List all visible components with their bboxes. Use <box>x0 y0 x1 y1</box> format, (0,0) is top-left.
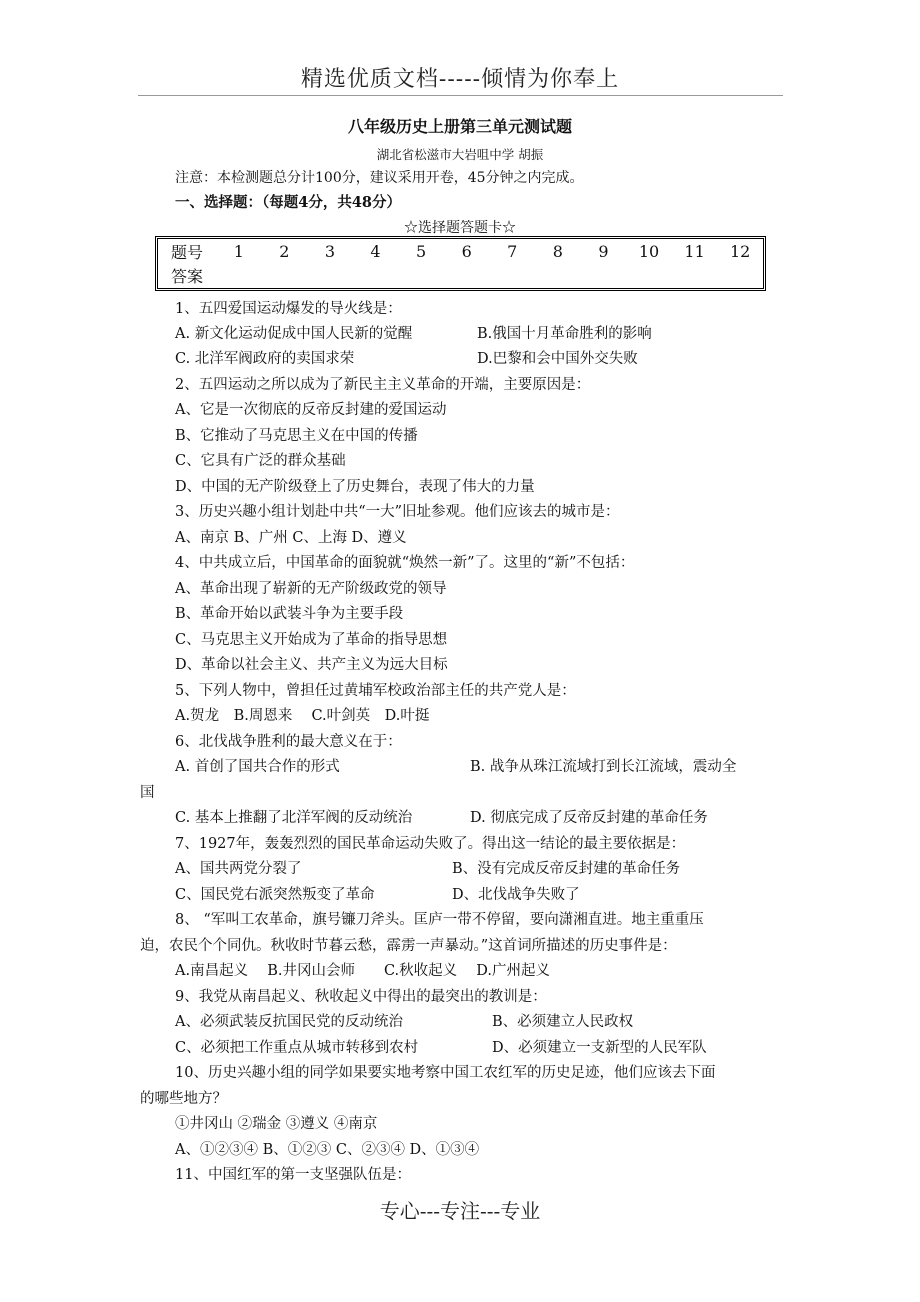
question-5-options: A.贺龙 B.周恩来 C.叶剑英 D.叶挺 <box>175 708 430 724</box>
question-8-options: A.南昌起义 B.井冈山会师 C.秋收起义 D.广州起义 <box>175 963 550 979</box>
question-7-option-b: B、没有完成反帝反封建的革命任务 <box>452 861 681 877</box>
answer-cell[interactable] <box>535 264 581 289</box>
answer-card-number: 12 <box>730 241 751 261</box>
question-10-options: A、①②③④ B、①②③ C、②③④ D、①③④ <box>175 1142 480 1158</box>
answer-cell[interactable] <box>307 264 353 289</box>
document-author: 湖北省松滋市大岩咀中学 胡振 <box>376 147 544 162</box>
answer-cell[interactable] <box>489 264 535 289</box>
question-6-option-c: C. 基本上推翻了北洋军阀的反动统治 <box>175 810 413 826</box>
question-4-option-a: A、革命出现了崭新的无产阶级政党的领导 <box>175 581 447 597</box>
question-5: 5、下列人物中，曾担任过黄埔军校政治部主任的共产党人是： <box>175 683 576 699</box>
question-7-option-a: A、国共两党分裂了 <box>175 861 302 877</box>
question-4: 4、中共成立后，中国革命的面貌就“焕然一新”了。这里的“新”不包括： <box>175 555 635 571</box>
question-10-line-2: 的哪些地方？ <box>140 1091 227 1107</box>
answer-card-number-label: 题号 <box>170 242 203 262</box>
page-header: 精选优质文档-----倾情为你奉上 <box>300 67 620 92</box>
question-9: 9、我党从南昌起义、秋收起义中得出的最突出的教训是： <box>175 989 547 1005</box>
question-6-option-d: D. 彻底完成了反帝反封建的革命任务 <box>470 810 708 826</box>
question-6-option-a: A. 首创了国共合作的形式 <box>175 759 340 775</box>
question-6: 6、北伐战争胜利的最大意义在于： <box>175 734 402 750</box>
answer-card-number-row <box>158 239 763 264</box>
question-9-option-b: B、必须建立人民政权 <box>492 1014 634 1030</box>
question-2-option-b: B、它推动了马克思主义在中国的传播 <box>175 428 418 444</box>
answer-cell[interactable] <box>262 264 308 289</box>
question-2-option-c: C、它具有广泛的群众基础 <box>175 453 346 469</box>
question-11: 11、中国红军的第一支坚强队伍是： <box>175 1167 411 1183</box>
answer-card-number: 9 <box>598 241 609 261</box>
answer-card-number: 11 <box>684 241 705 261</box>
question-7: 7、1927年，轰轰烈烈的国民革命运动失败了。得出这一结论的最主要依据是： <box>175 836 686 852</box>
answer-cell[interactable] <box>353 264 399 289</box>
question-1-option-c: C. 北洋军阀政府的卖国求荣 <box>175 351 355 367</box>
answer-cell[interactable] <box>626 264 672 289</box>
question-8-line-1: 8、 “军叫工农革命，旗号镰刀斧头。匡庐一带不停留，要向潇湘直进。地主重重压 <box>175 912 704 928</box>
exam-note: 注意：本检测题总分计100分，建议采用开卷，45分钟之内完成。 <box>175 170 584 186</box>
question-4-option-d: D、革命以社会主义、共产主义为远大目标 <box>175 657 448 673</box>
answer-card <box>155 236 766 291</box>
question-1: 1、五四爱国运动爆发的导火线是： <box>175 301 402 317</box>
question-7-option-d: D、北伐战争失败了 <box>452 887 580 903</box>
section-heading-choice: 一、选择题：（每题4分，共48分） <box>175 194 402 211</box>
question-1-option-a: A. 新文化运动促成中国人民新的觉醒 <box>175 326 413 342</box>
answer-cell[interactable] <box>581 264 627 289</box>
question-6-option-b-wrap: 国 <box>140 785 155 801</box>
answer-card-number: 7 <box>507 241 518 261</box>
answer-cell[interactable] <box>398 264 444 289</box>
question-6-option-b: B. 战争从珠江流域打到长江流域，震动全 <box>470 759 737 775</box>
answer-card-answer-label: 答案 <box>170 267 203 287</box>
question-9-option-row <box>140 1036 820 1062</box>
question-9-option-a: A、必须武装反抗国民党的反动统治 <box>175 1014 403 1030</box>
question-1-option-d: D.巴黎和会中国外交失败 <box>477 351 638 367</box>
answer-card-answer-row <box>158 264 763 289</box>
question-10-line-1: 10、历史兴趣小组的同学如果要实地考察中国工农红军的历史足迹，他们应该去下面 <box>175 1065 716 1081</box>
header-divider <box>138 95 783 96</box>
question-1-option-row <box>140 322 820 348</box>
answer-cell[interactable] <box>216 264 262 289</box>
answer-card-number: 4 <box>370 241 381 261</box>
answer-card-table <box>158 239 763 288</box>
answer-cell[interactable] <box>672 264 718 289</box>
answer-card-number: 6 <box>461 241 472 261</box>
question-2-option-a: A、它是一次彻底的反帝反封建的爱国运动 <box>175 402 447 418</box>
question-8-line-2: 迫，农民个个同仇。秋收时节暮云愁，霹雳一声暴动。”这首词所描述的历史事件是： <box>140 938 677 954</box>
answer-cell[interactable] <box>444 264 490 289</box>
question-3-options: A、南京 B、广州 C、上海 D、遵义 <box>175 530 407 546</box>
document-title: 八年级历史上册第三单元测试题 <box>347 117 572 136</box>
answer-card-number: 10 <box>638 241 660 261</box>
question-3: 3、历史兴趣小组计划赴中共“一大”旧址参观。他们应该去的城市是： <box>175 504 620 520</box>
page-footer: 专心---专注---专业 <box>379 1199 541 1223</box>
answer-card-number: 8 <box>552 241 563 261</box>
question-4-option-b: B、革命开始以武装斗争为主要手段 <box>175 606 404 622</box>
question-9-option-c: C、必须把工作重点从城市转移到农村 <box>175 1040 419 1056</box>
question-7-option-row <box>140 883 820 909</box>
answer-cell[interactable] <box>717 264 763 289</box>
question-7-option-row <box>140 857 820 883</box>
question-9-option-d: D、必须建立一支新型的人民军队 <box>492 1040 707 1056</box>
question-6-option-row <box>140 755 820 781</box>
answer-card-number: 1 <box>233 241 244 261</box>
question-7-option-c: C、国民党右派突然叛变了革命 <box>175 887 375 903</box>
question-2-option-d: D、中国的无产阶级登上了历史舞台，表现了伟大的力量 <box>175 479 535 495</box>
answer-card-title: ☆选择题答题卡☆ <box>404 220 516 236</box>
question-2: 2、五四运动之所以成为了新民主主义革命的开端，主要原因是： <box>175 377 591 393</box>
answer-card-number: 2 <box>279 241 290 261</box>
question-4-option-c: C、马克思主义开始成为了革命的指导思想 <box>175 632 448 648</box>
answer-card-number: 5 <box>416 241 427 261</box>
answer-card-number: 3 <box>324 241 336 261</box>
question-1-option-b: B.俄国十月革命胜利的影响 <box>477 326 652 342</box>
question-10-places: ①井冈山 ②瑞金 ③遵义 ④南京 <box>175 1116 378 1132</box>
question-9-option-row <box>140 1010 820 1036</box>
question-6-option-row <box>140 806 820 832</box>
question-1-option-row <box>140 347 820 373</box>
